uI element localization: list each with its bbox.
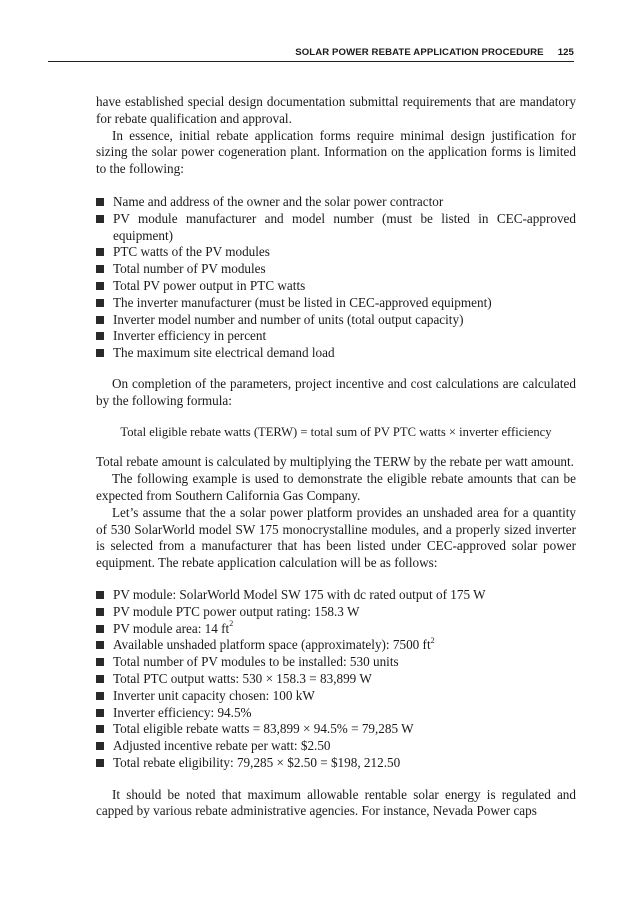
list-item: Inverter unit capacity chosen: 100 kW xyxy=(96,688,576,705)
list-item xyxy=(96,621,576,638)
paragraph: Total rebate amount is calculated by multiplying the TERW by the rebate per watt amount. xyxy=(96,454,574,470)
list-item: Total number of PV modules to be installed: 530 units xyxy=(96,654,576,671)
list-item: The maximum site electrical demand load xyxy=(96,345,576,362)
rebate-calculation-list xyxy=(96,587,576,772)
list-item: Total rebate eligibility: 79,285 × $2.50 = $198, 212.50 xyxy=(96,755,576,772)
running-header-title: SOLAR POWER REBATE APPLICATION PROCEDURE xyxy=(295,47,544,58)
list-item: Adjusted incentive rebate per watt: $2.50 xyxy=(96,738,576,755)
body-text xyxy=(96,94,576,820)
paragraph: The following example is used to demonstrate the eligible rebate amounts that can be expected from Southern California Gas Company. xyxy=(96,471,576,503)
list-item: Inverter model number and number of units (total output capacity) xyxy=(96,312,576,329)
paragraph: It should be noted that maximum allowable rentable solar energy is regulated and capped by various rebate administrative agencies. For instance, Nevada Power caps xyxy=(96,786,576,819)
paragraph: have established special design documentation submittal requirements that are mandatory for rebate qualification and approval. xyxy=(96,94,576,126)
paragraph: Let’s assume that the a solar power platform provides an unshaded area for a quantity of 530 SolarWorld model SW 175 monocrystalline modules, and a properly sized inverter is selected from a manufacturer that has been listed under CEC-approved solar power equipment. The rebate application calculation will be as follows: xyxy=(96,504,576,571)
list-item: Inverter efficiency in percent xyxy=(96,328,576,345)
list-item: Total number of PV modules xyxy=(96,261,576,278)
application-info-list xyxy=(96,194,576,362)
superscript: 2 xyxy=(430,635,435,645)
list-item: PV module PTC power output rating: 158.3 W xyxy=(96,604,576,621)
paragraph: On completion of the parameters, project incentive and cost calculations are calculated by the following formula: xyxy=(96,375,576,408)
list-item: PTC watts of the PV modules xyxy=(96,244,576,261)
terw-formula: Total eligible rebate watts (TERW) = total sum of PV PTC watts × inverter efficiency xyxy=(120,424,552,439)
list-item: Total PTC output watts: 530 × 158.3 = 83,899 W xyxy=(96,671,576,688)
list-item: Name and address of the owner and the solar power contractor xyxy=(96,194,576,211)
list-item-text: PV module area: 14 ft xyxy=(113,620,230,636)
superscript: 2 xyxy=(229,619,234,629)
list-item: PV module: SolarWorld Model SW 175 with dc rated output of 175 W xyxy=(96,587,576,604)
list-item: Total PV power output in PTC watts xyxy=(96,278,576,295)
list-item: Total eligible rebate watts = 83,899 × 94.5% = 79,285 W xyxy=(96,721,576,738)
list-item: The inverter manufacturer (must be listed in CEC-approved equipment) xyxy=(96,295,576,312)
list-item-text: Available unshaded platform space (approximately): 7500 ft xyxy=(113,637,431,653)
list-item: PV module manufacturer and model number (must be listed in CEC-approved equipment) xyxy=(96,211,576,245)
running-header xyxy=(48,44,574,62)
list-item xyxy=(96,637,576,654)
list-item: Inverter efficiency: 94.5% xyxy=(96,705,576,722)
paragraph: In essence, initial rebate application forms require minimal design justification for sizing the solar power cogeneration plant. Information on the application forms is limited to the following: xyxy=(96,127,576,177)
page-number: 125 xyxy=(557,47,574,58)
